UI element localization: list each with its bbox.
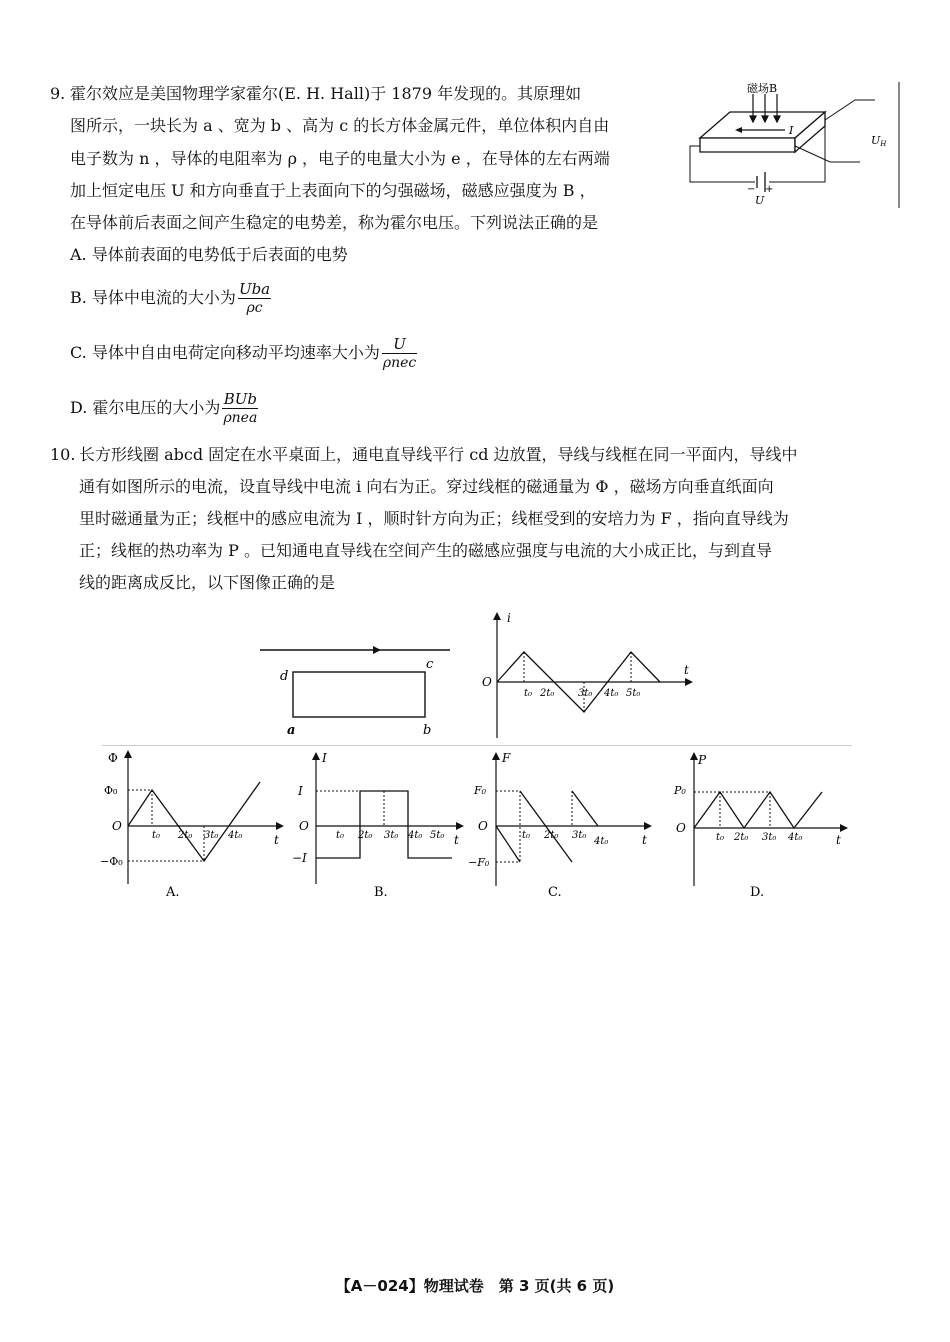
q9-option-b xyxy=(70,276,271,320)
rectangular-coil xyxy=(293,672,425,717)
tick-2t0: 2t₀ xyxy=(358,830,373,841)
tick-t0: t₀ xyxy=(522,830,531,841)
q9-option-d xyxy=(70,386,258,430)
tick-t0: t₀ xyxy=(336,830,345,841)
y-negative-label: −I xyxy=(292,851,307,865)
q9-stem-line-5: 在导体前后表面之间产生稳定的电势差，称为霍尔电压。下列说法正确的是 xyxy=(70,213,599,232)
y-axis-label: I xyxy=(322,751,327,765)
tick-4t0: 4t₀ xyxy=(408,830,423,841)
hall-effect-figure xyxy=(685,80,900,210)
tick-3t0: 3t₀ xyxy=(578,688,593,699)
tick-3t0: 3t₀ xyxy=(762,832,777,843)
origin-label: O xyxy=(112,819,122,833)
page-footer: 【A－024】物理试卷 第 3 页(共 6 页) xyxy=(335,1277,615,1295)
q9-option-d-text: D. 霍尔电压的大小为 xyxy=(70,398,221,417)
origin-label: O xyxy=(482,675,492,689)
q10-number: 10. xyxy=(50,445,76,464)
q9-option-a: A. 导体前表面的电势低于后表面的电势 xyxy=(70,245,348,264)
tick-4t0: 4t₀ xyxy=(788,832,803,843)
flux-curve xyxy=(128,782,260,861)
tick-5t0: 5t₀ xyxy=(430,830,445,841)
y-positive-label: F₀ xyxy=(474,784,487,797)
option-d-caption: D. xyxy=(750,885,765,900)
tick-2t0: 2t₀ xyxy=(544,830,559,841)
tick-4t0: 4t₀ xyxy=(594,836,609,847)
q9-number: 9. xyxy=(50,84,66,103)
y-negative-label: −Φ₀ xyxy=(100,855,123,868)
q9-option-b-fraction xyxy=(238,280,271,317)
tick-t0: t₀ xyxy=(716,832,725,843)
y-positive-label: P₀ xyxy=(674,784,686,797)
tick-2t0: 2t₀ xyxy=(540,688,555,699)
origin-label: O xyxy=(478,819,488,833)
q9-option-c xyxy=(70,331,417,375)
tick-3t0: 3t₀ xyxy=(204,830,219,841)
x-axis-label: t xyxy=(836,833,841,847)
fraction-numerator: BUb xyxy=(223,390,258,408)
q10-stem-line-1: 长方形线圈 abcd 固定在水平桌面上，通电直导线平行 cd 边放置，导线与线框在同一平面内，导线中 xyxy=(79,445,798,464)
y-axis-arrow xyxy=(493,612,501,620)
current-time-graph xyxy=(480,608,705,743)
q9-stem-line-3: 电子数为 n ，导体的电阻率为 ρ ，电子的电量大小为 e ，在导体的左右两端 xyxy=(70,149,610,168)
q9-option-b-text: B. 导体中电流的大小为 xyxy=(70,288,236,307)
y-axis-label: F xyxy=(502,751,511,765)
x-axis-label: t xyxy=(642,833,647,847)
magnetic-field-arrows xyxy=(750,94,780,122)
tick-t0: t₀ xyxy=(524,688,533,699)
tick-3t0: 3t₀ xyxy=(384,830,399,841)
option-c-graph xyxy=(468,748,658,900)
q9-stem-line-1: 霍尔效应是美国物理学家霍尔(E. H. Hall)于 1879 年发现的。其原理如 xyxy=(70,84,582,103)
q10-stem-line-2: 通有如图所示的电流，设直导线中电流 i 向右为正。穿过线框的磁通量为 Φ ，磁场方向垂直纸面向 xyxy=(79,477,774,496)
fraction-denominator: ρnec xyxy=(382,355,417,371)
wire-and-coil-figure xyxy=(255,630,465,745)
q9-option-c-text: C. 导体中自由电荷定向移动平均速率大小为 xyxy=(70,343,380,362)
option-b-caption: B. xyxy=(374,885,388,900)
tick-2t0: 2t₀ xyxy=(178,830,193,841)
coil-label-c: c xyxy=(426,657,434,672)
minus-sign: − xyxy=(747,184,756,195)
option-b-graph xyxy=(292,748,472,900)
slab-front-face xyxy=(700,138,795,152)
tick-3t0: 3t₀ xyxy=(572,830,587,841)
coil-label-a: a xyxy=(287,723,296,738)
option-a-caption: A. xyxy=(166,885,180,900)
coil-label-d: d xyxy=(280,669,289,684)
q10-stem-line-5: 线的距离成反比，以下图像正确的是 xyxy=(79,573,336,592)
tick-5t0: 5t₀ xyxy=(626,688,641,699)
y-negative-label: −F₀ xyxy=(468,856,490,869)
power-curve xyxy=(694,792,822,828)
tick-4t0: 4t₀ xyxy=(604,688,619,699)
fraction-numerator: Uba xyxy=(238,280,271,298)
x-axis-label: t xyxy=(684,663,689,677)
hall-voltage-label: UH xyxy=(871,134,887,148)
option-d-graph xyxy=(670,748,855,900)
q9-option-c-fraction xyxy=(382,335,417,372)
current-label: I xyxy=(789,124,794,137)
y-positive-label: I xyxy=(298,784,303,798)
plus-sign: + xyxy=(765,184,774,195)
force-segment-1 xyxy=(496,826,520,862)
option-row-top-border xyxy=(102,745,852,746)
x-axis-label: t xyxy=(454,833,459,847)
field-label: 磁场B xyxy=(747,82,778,95)
y-axis-label: Φ xyxy=(108,751,118,765)
fraction-denominator: ρnea xyxy=(223,410,258,426)
coil-label-b: b xyxy=(423,723,432,738)
force-segment-3 xyxy=(572,791,598,826)
fraction-denominator: ρc xyxy=(246,300,263,316)
q9-stem-line-4: 加上恒定电压 U 和方向垂直于上表面向下的匀强磁场，磁感应强度为 B ， xyxy=(70,181,596,200)
origin-label: O xyxy=(676,821,686,835)
q9-option-d-fraction xyxy=(222,390,258,427)
x-axis-arrow xyxy=(685,678,693,686)
fraction-numerator: U xyxy=(382,335,417,354)
q9-stem-line-2: 图所示，一块长为 a 、宽为 b 、高为 c 的长方体金属元件，单位体积内自由 xyxy=(70,116,610,135)
y-axis-label: i xyxy=(507,611,511,625)
origin-label: O xyxy=(299,819,309,833)
option-c-caption: C. xyxy=(548,885,562,900)
tick-t0: t₀ xyxy=(152,830,161,841)
option-a-graph xyxy=(100,748,290,900)
y-axis-label: P xyxy=(698,753,707,767)
voltage-label: U xyxy=(755,194,765,207)
y-positive-label: Φ₀ xyxy=(104,784,118,797)
wire-current-arrow xyxy=(373,646,381,654)
tick-2t0: 2t₀ xyxy=(734,832,749,843)
tick-4t0: 4t₀ xyxy=(228,830,243,841)
q10-stem-line-4: 正；线框的热功率为 P 。已知通电直导线在空间产生的磁感应强度与电流的大小成正比，与到直导 xyxy=(79,541,772,560)
q10-stem-line-3: 里时磁通量为正；线框中的感应电流为 I ，顺时针方向为正；线框受到的安培力为 F ，指向直导线为 xyxy=(79,509,789,528)
x-axis-label: t xyxy=(274,833,279,847)
